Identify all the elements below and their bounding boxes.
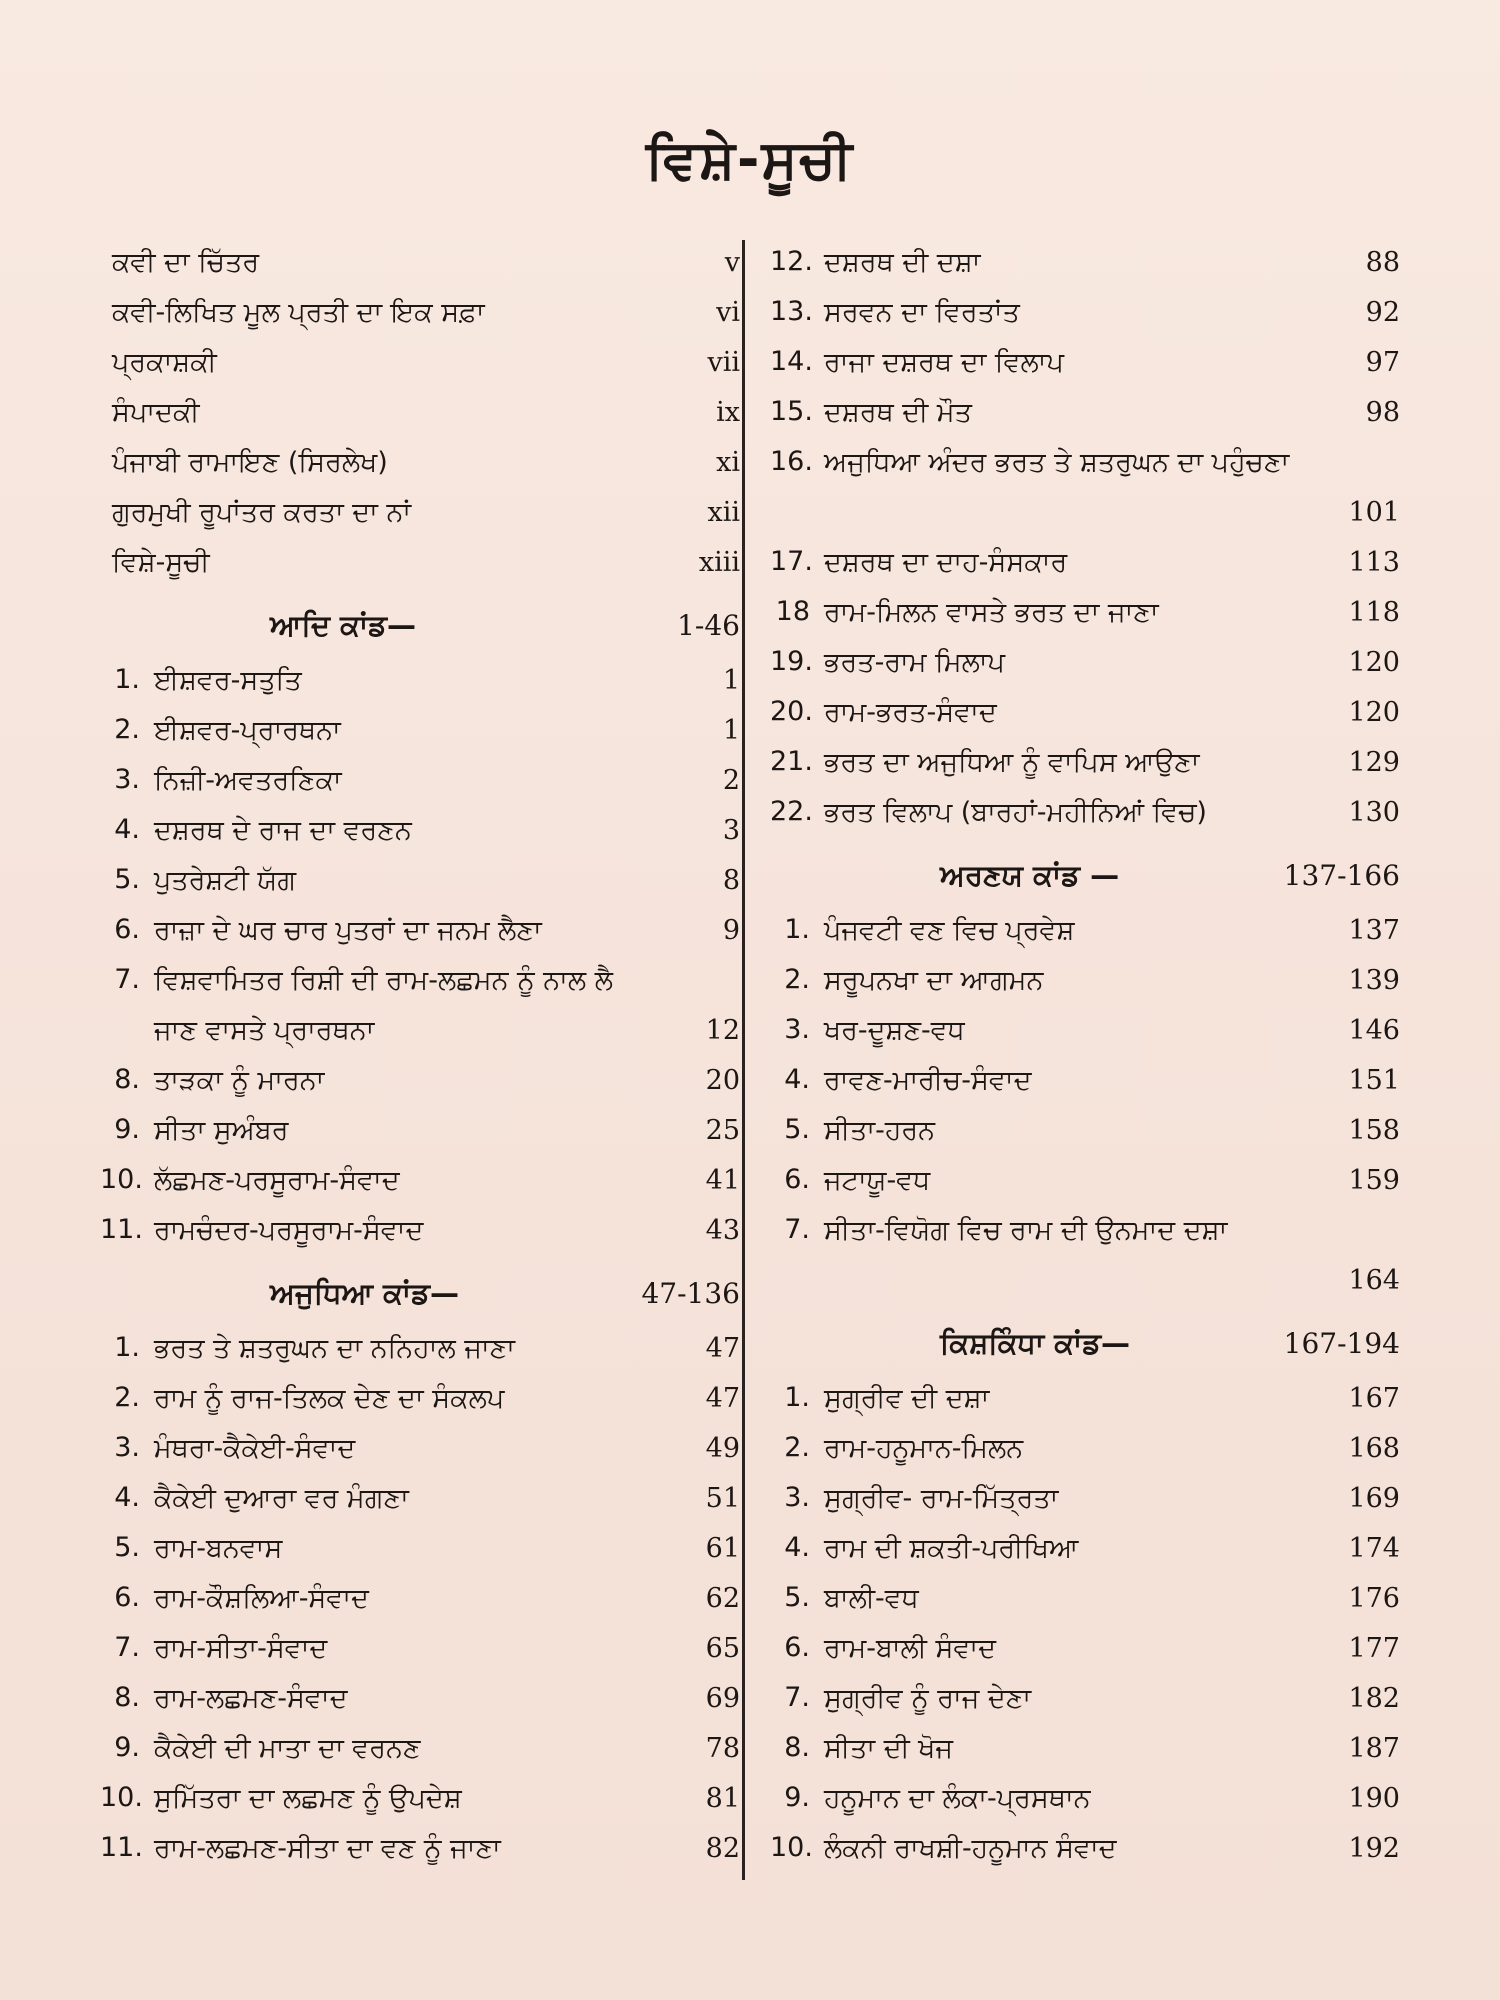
toc-entry[interactable]: 2. ਈਸ਼ਵਰ-ਪ੍ਰਾਰਥਨਾ 1	[114, 714, 740, 746]
toc-entry[interactable]: 6. ਰਾਮ-ਬਾਲੀ ਸੰਵਾਦ 177	[784, 1632, 1400, 1664]
toc-entry[interactable]: 4. ਕੈਕੇਈ ਦੁਆਰਾ ਵਰ ਮੰਗਣਾ 51	[114, 1482, 740, 1514]
column-divider	[742, 240, 745, 1880]
toc-entry[interactable]: 17. ਦਸ਼ਰਥ ਦਾ ਦਾਹ-ਸੰਸਕਾਰ 113	[770, 546, 1400, 578]
toc-entry[interactable]: 8. ਤਾੜਕਾ ਨੂੰ ਮਾਰਨਾ 20	[114, 1064, 740, 1096]
toc-entry[interactable]: 6. ਜਟਾਯੂ-ਵਧ 159	[784, 1164, 1400, 1196]
toc-entry[interactable]: 9. ਹਨੂਮਾਨ ਦਾ ਲੰਕਾ-ਪ੍ਰਸਥਾਨ 190	[784, 1782, 1400, 1814]
toc-entry[interactable]: 10. ਸੁਮਿੱਤਰਾ ਦਾ ਲਛਮਣ ਨੂੰ ਉਪਦੇਸ਼ 81	[100, 1782, 740, 1814]
toc-entry[interactable]: 18 ਰਾਮ-ਮਿਲਨ ਵਾਸਤੇ ਭਰਤ ਦਾ ਜਾਣਾ 118	[775, 596, 1400, 628]
toc-entry[interactable]: 21. ਭਰਤ ਦਾ ਅਜੁਧਿਆ ਨੂੰ ਵਾਪਿਸ ਆਉਣਾ 129	[770, 746, 1400, 778]
toc-entry[interactable]: 22. ਭਰਤ ਵਿਲਾਪ (ਬਾਰਹਾਂ-ਮਹੀਨਿਆਂ ਵਿਚ) 130	[770, 796, 1400, 828]
left-column	[100, 238, 740, 1874]
toc-entry[interactable]: 1. ਪੰਜਵਟੀ ਵਣ ਵਿਚ ਪ੍ਰਵੇਸ਼ 137	[784, 914, 1400, 946]
toc-entry[interactable]: 5. ਬਾਲੀ-ਵਧ 176	[784, 1582, 1400, 1614]
right-column	[770, 238, 1400, 1874]
page-title: ਵਿਸ਼ੇ-ਸੂਚੀ	[645, 128, 855, 191]
section-header-kishkindha: ਕਿਸ਼ਕਿੰਧਾ ਕਾਂਡ— 167-194	[940, 1325, 1400, 1360]
toc-entry[interactable]: 3. ਨਿਜ਼ੀ-ਅਵਤਰਣਿਕਾ 2	[114, 764, 740, 796]
toc-entry[interactable]: 4. ਰਾਵਣ-ਮਾਰੀਚ-ਸੰਵਾਦ 151	[784, 1064, 1400, 1096]
toc-entry[interactable]: 4. ਦਸ਼ਰਥ ਦੇ ਰਾਜ ਦਾ ਵਰਣਨ 3	[114, 814, 740, 846]
toc-entry[interactable]: 13. ਸਰਵਨ ਦਾ ਵਿਰਤਾਂਤ 92	[770, 296, 1400, 328]
toc-entry[interactable]: 6. ਰਾਜ਼ਾ ਦੇ ਘਰ ਚਾਰ ਪੁਤਰਾਂ ਦਾ ਜਨਮ ਲੈਣਾ 9	[114, 914, 740, 946]
toc-entry[interactable]: 19. ਭਰਤ-ਰਾਮ ਮਿਲਾਪ 120	[770, 646, 1400, 678]
toc-entry[interactable]: 8. ਸੀਤਾ ਦੀ ਖੋਜ 187	[784, 1732, 1400, 1764]
toc-entry[interactable]: 3. ਮੰਥਰਾ-ਕੈਕੇਈ-ਸੰਵਾਦ 49	[114, 1432, 740, 1464]
toc-entry[interactable]: 7. ਰਾਮ-ਸੀਤਾ-ਸੰਵਾਦ 65	[114, 1632, 740, 1664]
toc-entry[interactable]: 1. ਸੁਗ੍ਰੀਵ ਦੀ ਦਸ਼ਾ 167	[784, 1382, 1400, 1414]
toc-entry[interactable]: 12. ਦਸ਼ਰਥ ਦੀ ਦਸ਼ਾ 88	[770, 246, 1400, 278]
toc-entry[interactable]: 8. ਰਾਮ-ਲਛਮਣ-ਸੰਵਾਦ 69	[114, 1682, 740, 1714]
toc-entry[interactable]: 11. ਰਾਮ-ਲਛਮਣ-ਸੀਤਾ ਦਾ ਵਣ ਨੂੰ ਜਾਣਾ 82	[100, 1832, 740, 1864]
toc-entry[interactable]: 10. ਲੰਕਨੀ ਰਾਖਸ਼ੀ-ਹਨੂਮਾਨ ਸੰਵਾਦ 192	[770, 1832, 1400, 1864]
toc-entry[interactable]: ਗੁਰਮੁਖੀ ਰੂਪਾਂਤਰ ਕਰਤਾ ਦਾ ਨਾਂ xii	[112, 497, 740, 528]
toc-entry[interactable]: 2. ਰਾਮ ਨੂੰ ਰਾਜ-ਤਿਲਕ ਦੇਣ ਦਾ ਸੰਕਲਪ 47	[114, 1382, 740, 1414]
toc-entry[interactable]: 7. ਸੀਤਾ-ਵਿਯੋਗ ਵਿਚ ਰਾਮ ਦੀ ਉਨਮਾਦ ਦਸ਼ਾ 164	[784, 1214, 1400, 1296]
toc-entry[interactable]: 9. ਕੈਕੇਈ ਦੀ ਮਾਤਾ ਦਾ ਵਰਨਣ 78	[114, 1732, 740, 1764]
toc-entry[interactable]: 3. ਸੁਗ੍ਰੀਵ- ਰਾਮ-ਮਿੱਤ੍ਰਤਾ 169	[784, 1482, 1400, 1514]
toc-entry[interactable]: 1. ਈਸ਼ਵਰ-ਸਤੁਤਿ 1	[114, 664, 740, 696]
toc-entry[interactable]: 3. ਖਰ-ਦੂਸ਼ਣ-ਵਧ 146	[784, 1014, 1400, 1046]
toc-entry[interactable]: ਪ੍ਰਕਾਸ਼ਕੀ vii	[112, 347, 740, 378]
toc-entry[interactable]: ਸੰਪਾਦਕੀ ix	[112, 397, 740, 428]
toc-entry[interactable]: ਵਿਸ਼ੇ-ਸੂਚੀ xiii	[112, 547, 740, 578]
toc-entry[interactable]: 14. ਰਾਜਾ ਦਸ਼ਰਥ ਦਾ ਵਿਲਾਪ 97	[770, 346, 1400, 378]
toc-entry[interactable]: 20. ਰਾਮ-ਭਰਤ-ਸੰਵਾਦ 120	[770, 696, 1400, 728]
toc-entry[interactable]: 7. ਵਿਸ਼ਵਾਮਿਤਰ ਰਿਸ਼ੀ ਦੀ ਰਾਮ-ਲਛਮਨ ਨੂੰ ਨਾਲ ਲੈ ਜਾਣ ਵਾਸਤੇ ਪ੍ਰਾਰਥਨਾ 12	[114, 964, 740, 1046]
toc-entry[interactable]: 5. ਸੀਤਾ-ਹਰਨ 158	[784, 1114, 1400, 1146]
toc-entry[interactable]: ਪੰਜਾਬੀ ਰਾਮਾਇਣ (ਸਿਰਲੇਖ) xi	[112, 447, 740, 478]
toc-entry[interactable]: ਕਵੀ ਦਾ ਚਿੱਤਰ v	[112, 247, 740, 278]
toc-entry[interactable]: 9. ਸੀਤਾ ਸੁਅੰਬਰ 25	[114, 1114, 740, 1146]
toc-entry[interactable]: 5. ਪੁਤਰੇਸ਼ਟੀ ਯੱਗ 8	[114, 864, 740, 896]
toc-entry[interactable]: 15. ਦਸ਼ਰਥ ਦੀ ਮੌਤ 98	[770, 396, 1400, 428]
section-header-aranya: ਅਰਣਯ ਕਾਂਡ — 137-166	[940, 857, 1400, 892]
toc-entry[interactable]: 10. ਲੱਛਮਣ-ਪਰਸੂਰਾਮ-ਸੰਵਾਦ 41	[100, 1164, 740, 1196]
section-header-adi: ਆਦਿ ਕਾਂਡ— 1-46	[270, 607, 740, 642]
toc-entry[interactable]: 2. ਰਾਮ-ਹਨੂਮਾਨ-ਮਿਲਨ 168	[784, 1432, 1400, 1464]
toc-entry[interactable]: ਕਵੀ-ਲਿਖਿਤ ਮੂਲ ਪ੍ਰਤੀ ਦਾ ਇਕ ਸਫ਼ਾ vi	[112, 297, 740, 328]
toc-entry[interactable]: 11. ਰਾਮਚੰਦਰ-ਪਰਸੂਰਾਮ-ਸੰਵਾਦ 43	[100, 1214, 740, 1246]
toc-entry[interactable]: 1. ਭਰਤ ਤੇ ਸ਼ਤਰੁਘਨ ਦਾ ਨਨਿਹਾਲ ਜਾਣਾ 47	[114, 1332, 740, 1364]
toc-entry[interactable]: 2. ਸਰੂਪਨਖਾ ਦਾ ਆਗਮਨ 139	[784, 964, 1400, 996]
toc-entry[interactable]: 6. ਰਾਮ-ਕੌਸ਼ਲਿਆ-ਸੰਵਾਦ 62	[114, 1582, 740, 1614]
toc-entry[interactable]: 5. ਰਾਮ-ਬਨਵਾਸ 61	[114, 1532, 740, 1564]
section-header-ajudhia: ਅਜੁਧਿਆ ਕਾਂਡ— 47-136	[270, 1275, 740, 1310]
toc-entry[interactable]: 16. ਅਜੁਧਿਆ ਅੰਦਰ ਭਰਤ ਤੇ ਸ਼ਤਰੁਘਨ ਦਾ ਪਹੁੰਚਣਾ 101	[770, 446, 1400, 528]
toc-entry[interactable]: 7. ਸੁਗ੍ਰੀਵ ਨੂੰ ਰਾਜ ਦੇਣਾ 182	[784, 1682, 1400, 1714]
toc-entry[interactable]: 4. ਰਾਮ ਦੀ ਸ਼ਕਤੀ-ਪਰੀਖਿਆ 174	[784, 1532, 1400, 1564]
